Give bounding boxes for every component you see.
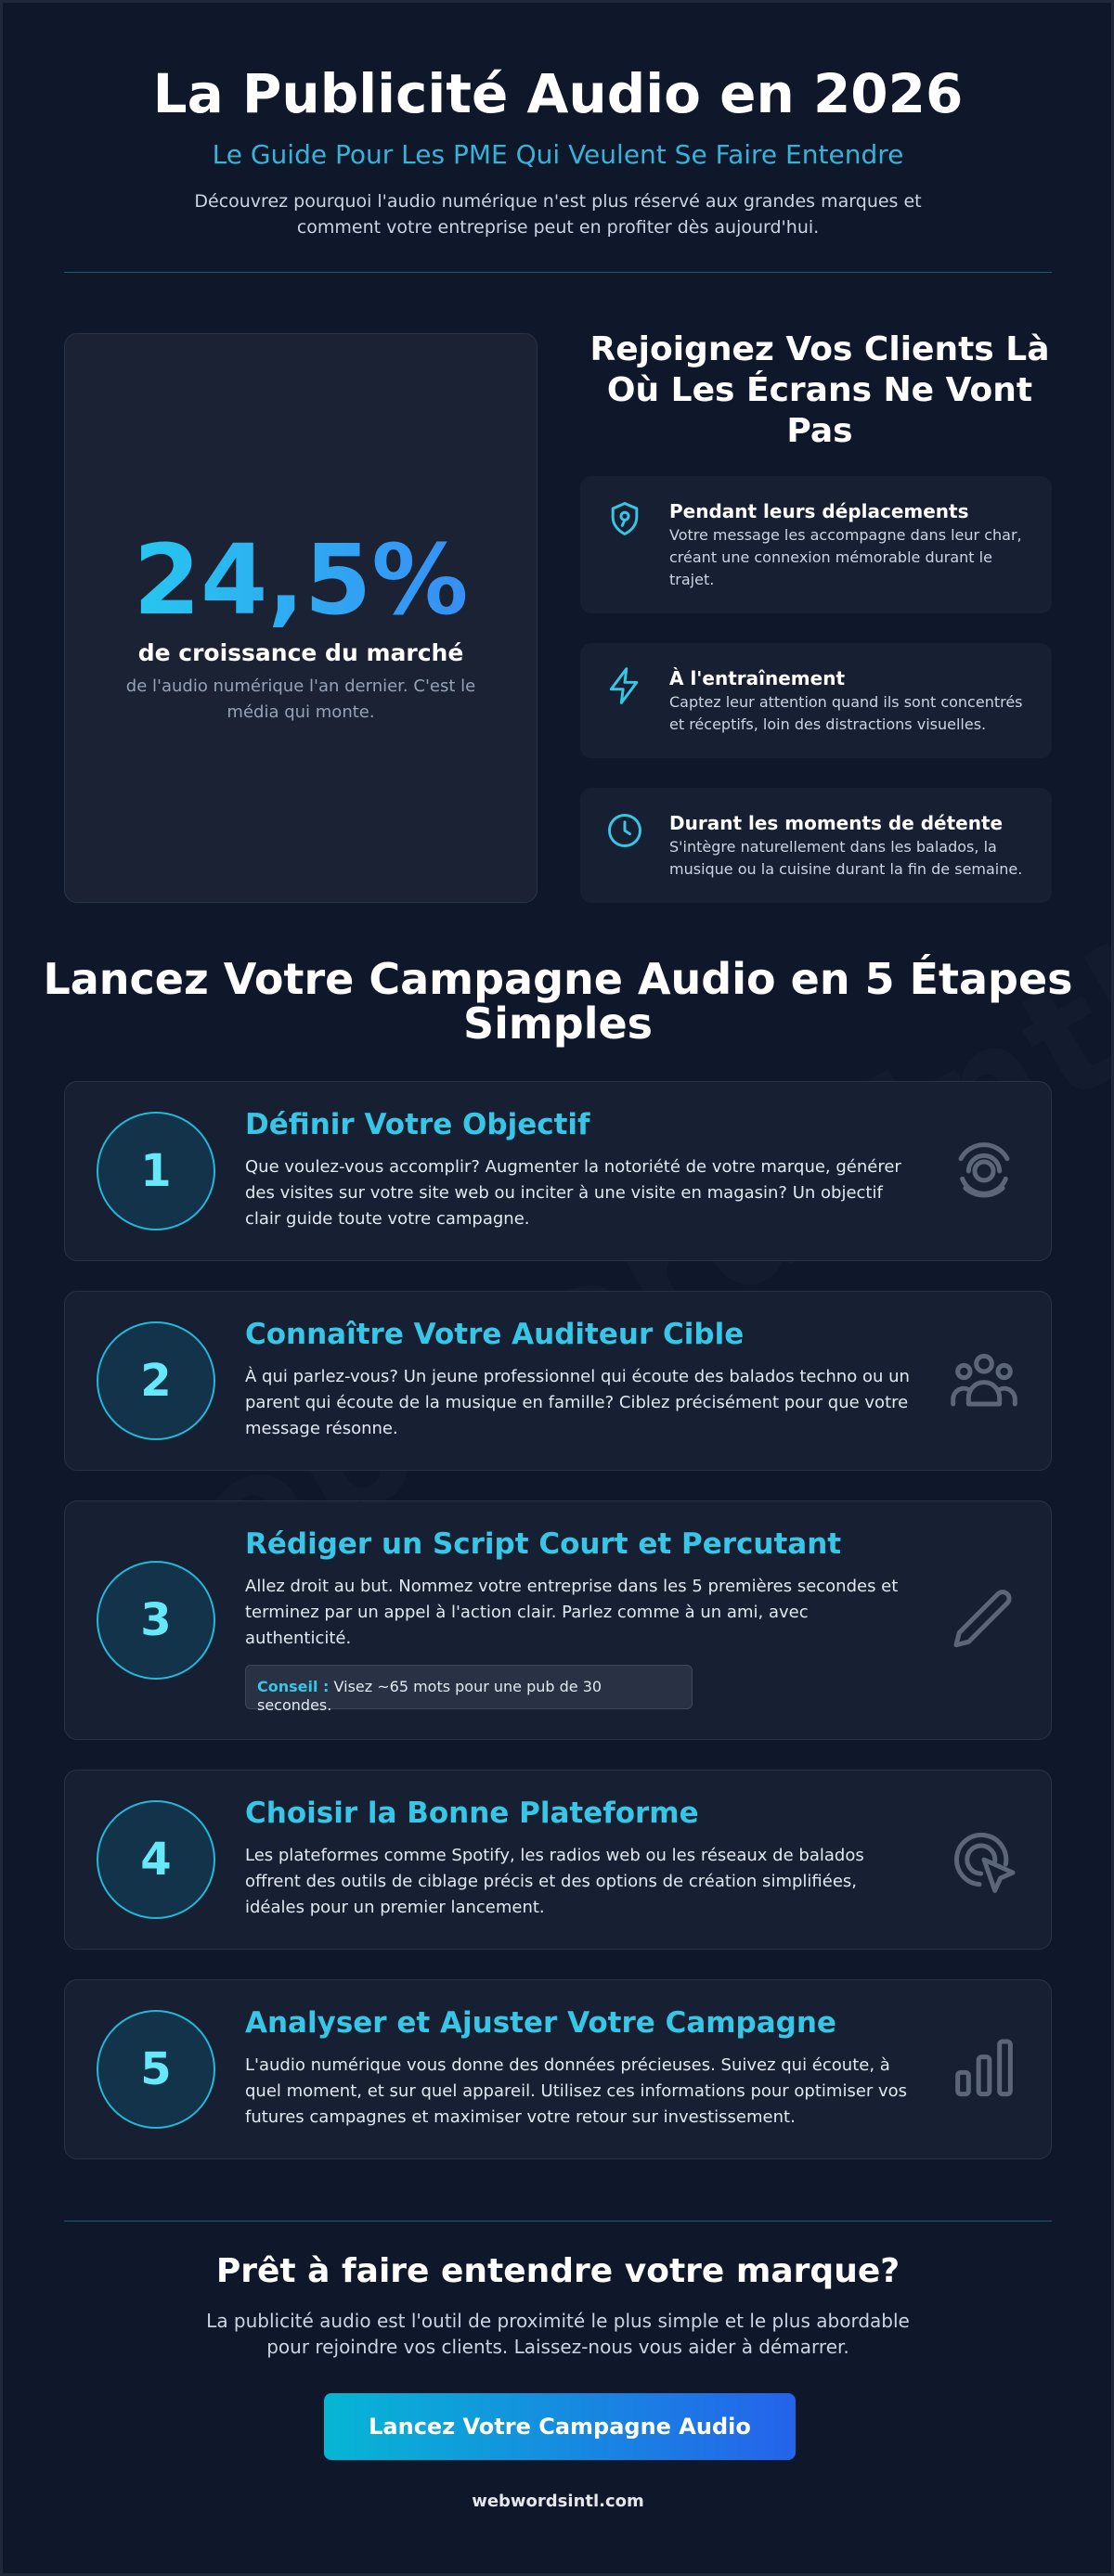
- footer-site[interactable]: webwordsintl.com: [472, 2492, 644, 2511]
- moment-description: Votre message les accompagne dans leur char, créant une connexion mémorable durant le trajet.: [669, 526, 1022, 588]
- step-card: [64, 1291, 1052, 1471]
- step-card: [64, 1979, 1052, 2159]
- moment-relax: [580, 788, 1052, 903]
- step-card: [64, 1081, 1052, 1261]
- moment-title: À l'entraînement: [669, 667, 846, 689]
- moment-title: Durant les moments de détente: [669, 812, 1004, 834]
- step-card: [64, 1770, 1052, 1950]
- tip-label: Conseil :: [257, 1678, 330, 1695]
- step-title: Choisir la Bonne Plateforme: [245, 1797, 699, 1830]
- page-subtitle: Le Guide Pour Les PME Qui Veulent Se Faire Entendre: [212, 139, 904, 170]
- step-number: 3: [97, 1561, 215, 1680]
- cta-description: La publicité audio est l'outil de proximité le plus simple et le plus abordable pour rejoindre vos clients. Laissez-nous vous aider à démarrer.: [206, 2310, 910, 2358]
- step-number: 4: [97, 1800, 215, 1919]
- step-title: Connaître Votre Auditeur Cible: [245, 1318, 745, 1351]
- cta-title: Prêt à faire entendre votre marque?: [215, 2252, 900, 2290]
- step-card: [64, 1501, 1052, 1740]
- step-title: Analyser et Ajuster Votre Campagne: [245, 2006, 836, 2040]
- step-number: 2: [97, 1321, 215, 1440]
- stat-card: [64, 333, 538, 903]
- lightning-icon: [604, 665, 645, 706]
- tip-text: Visez ~65 mots pour une pub de 30 secondes.: [257, 1678, 602, 1714]
- step-description: Que voulez-vous accomplir? Augmenter la notoriété de votre marque, générer des visites sur votre site web ou inciter à une visite en magasin? Un objectif clair guide toute votre campagne.: [245, 1157, 901, 1229]
- moment-training: [580, 643, 1052, 758]
- bottom-divider: [64, 2221, 1052, 2222]
- step-description: À qui parlez-vous? Un jeune professionnel qui écoute des balados techno ou un parent qui écoute de la musique en famille? Ciblez précisément pour que votre message résonne.: [245, 1367, 910, 1438]
- tip-box: [245, 1665, 693, 1714]
- step-description: Allez droit au but. Nommez votre entreprise dans les 5 premières secondes et terminez par un appel à l'action clair. Parlez comme à un ami, avec authenticité.: [245, 1577, 899, 1648]
- cta-button[interactable]: Lancez Votre Campagne Audio: [324, 2393, 796, 2460]
- where-title: Rejoignez Vos Clients Là Où Les Écrans Ne Vont Pas: [589, 330, 1050, 450]
- step-description: L'audio numérique vous donne des données précieuses. Suivez qui écoute, à quel moment, et sur quel appareil. Utilisez ces informations pour optimiser vos futures campagnes et maximiser votre retour sur investissement.: [245, 2055, 908, 2127]
- pencil-icon: [947, 1583, 1021, 1657]
- stat-description: de l'audio numérique l'an dernier. C'est le média qui monte.: [125, 676, 476, 722]
- steps-title: Lancez Votre Campagne Audio en 5 Étapes Simples: [43, 954, 1073, 1049]
- stat-value: 24,5%: [65, 524, 537, 636]
- step-number: 1: [97, 1112, 215, 1230]
- target-icon: [947, 1134, 1021, 1208]
- header: [3, 57, 1112, 240]
- audience-icon: [947, 1344, 1021, 1418]
- moment-commute: [580, 476, 1052, 613]
- moment-description: Captez leur attention quand ils sont concentrés et réceptifs, loin des distractions visuelles.: [669, 693, 1023, 733]
- stat-label: de croissance du marché: [137, 639, 464, 666]
- shield-icon: [604, 498, 645, 539]
- clock-icon: [604, 810, 645, 851]
- step-title: Rédiger un Script Court et Percutant: [245, 1527, 842, 1561]
- step-description: Les plateformes comme Spotify, les radios web ou les réseaux de balados offrent des outils de ciblage précis et des options de création simplifiées, idéales pour un premier lancement.: [245, 1846, 864, 1917]
- step-number: 5: [97, 2010, 215, 2129]
- click-target-icon: [947, 1823, 1021, 1897]
- moment-description: S'intègre naturellement dans les balados, la musique ou la cuisine durant la fin de semaine.: [669, 838, 1023, 878]
- page: [2, 2, 1112, 2574]
- page-title: La Publicité Audio en 2026: [152, 62, 964, 125]
- top-divider: [64, 272, 1052, 273]
- bar-chart-icon: [947, 2032, 1021, 2106]
- intro-text: Découvrez pourquoi l'audio numérique n'est plus réservé aux grandes marques et comment votre entreprise peut en profiter dès aujourd'hui.: [194, 191, 922, 238]
- moment-title: Pendant leurs déplacements: [669, 500, 969, 522]
- step-title: Définir Votre Objectif: [245, 1108, 590, 1141]
